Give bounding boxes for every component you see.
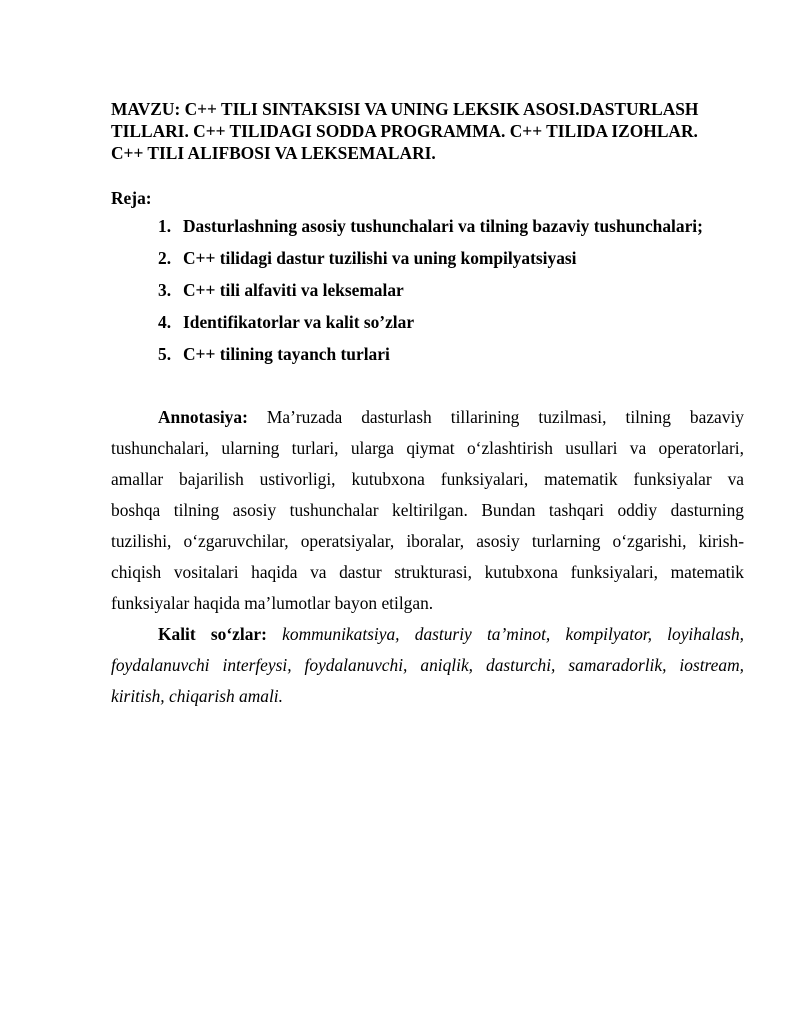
plan-item-text: Identifikatorlar va kalit so’zlar xyxy=(183,312,415,332)
plan-item-number: 3. xyxy=(158,280,172,300)
plan-heading: Reja: xyxy=(111,188,152,208)
plan-item-number: 2. xyxy=(158,248,172,268)
plan-item-text: C++ tilidagi dastur tuzilishi va uning kompilyatsiyasi xyxy=(183,248,577,268)
plan-item-text: C++ tilining tayanch turlari xyxy=(183,344,390,364)
plan-item xyxy=(111,343,744,375)
annotation-line: chiqish vositalari haqida va dastur strukturasi, kutubxona funksiyalari, matematik xyxy=(111,562,744,582)
plan-item-number: 4. xyxy=(158,312,172,332)
annotation-line xyxy=(111,402,744,433)
keywords-text: kommunikatsiya, dasturiy ta’minot, kompilyator, loyihalash, xyxy=(266,624,744,644)
annotation-paragraph xyxy=(111,402,744,619)
title-line-1: MAVZU: C++ TILI SINTAKSISI VA UNING LEKSIK ASOSI.DASTURLASH xyxy=(111,99,699,119)
keywords-paragraph xyxy=(111,619,744,712)
keywords-line: foydalanuvchi interfeysi, foydalanuvchi, aniqlik, dasturchi, samaradorlik, iostream, xyxy=(111,655,744,675)
annotation-label: Annotasiya: xyxy=(158,407,248,427)
annotation-text: Ma’ruzada dasturlash tillarining tuzilmasi, tilning bazaviy xyxy=(247,407,744,427)
plan-item xyxy=(111,215,744,247)
title-line-3: C++ TILI ALIFBOSI VA LEKSEMALARI. xyxy=(111,143,436,163)
annotation-line: amallar bajarilish ustivorligi, kutubxona funksiyalari, matematik funksiyalar va xyxy=(111,469,744,489)
annotation-line: tuzilishi, o‘zgaruvchilar, operatsiyalar, iboralar, asosiy turlarning o‘zgarishi, kirish- xyxy=(111,531,744,551)
annotation-line: tushunchalari, ularning turlari, ularga qiymat o‘zlashtirish usullari va operatorlari, xyxy=(111,438,744,458)
plan-item xyxy=(111,247,744,279)
plan-list xyxy=(111,215,744,375)
plan-item-number: 1. xyxy=(158,216,172,236)
keywords-line: kiritish, chiqarish amali. xyxy=(111,686,283,706)
keywords-label: Kalit so‘zlar: xyxy=(158,624,267,644)
plan-item-text: Dasturlashning asosiy tushunchalari va tilning bazaviy tushunchalari; xyxy=(183,216,703,236)
plan-item xyxy=(111,279,744,311)
title-line-2: TILLARI. C++ TILIDAGI SODDA PROGRAMMA. C++ TILIDA IZOHLAR. xyxy=(111,121,698,141)
annotation-line: funksiyalar haqida ma’lumotlar bayon etilgan. xyxy=(111,593,434,613)
keywords-line xyxy=(111,619,744,650)
annotation-line: boshqa tilning asosiy tushunchalar keltirilgan. Bundan tashqari oddiy dasturning xyxy=(111,500,744,520)
plan-item-number: 5. xyxy=(158,344,172,364)
lecture-title xyxy=(111,98,744,164)
plan-item xyxy=(111,311,744,343)
plan-item-text: C++ tili alfaviti va leksemalar xyxy=(183,280,404,300)
document-page xyxy=(111,98,744,712)
